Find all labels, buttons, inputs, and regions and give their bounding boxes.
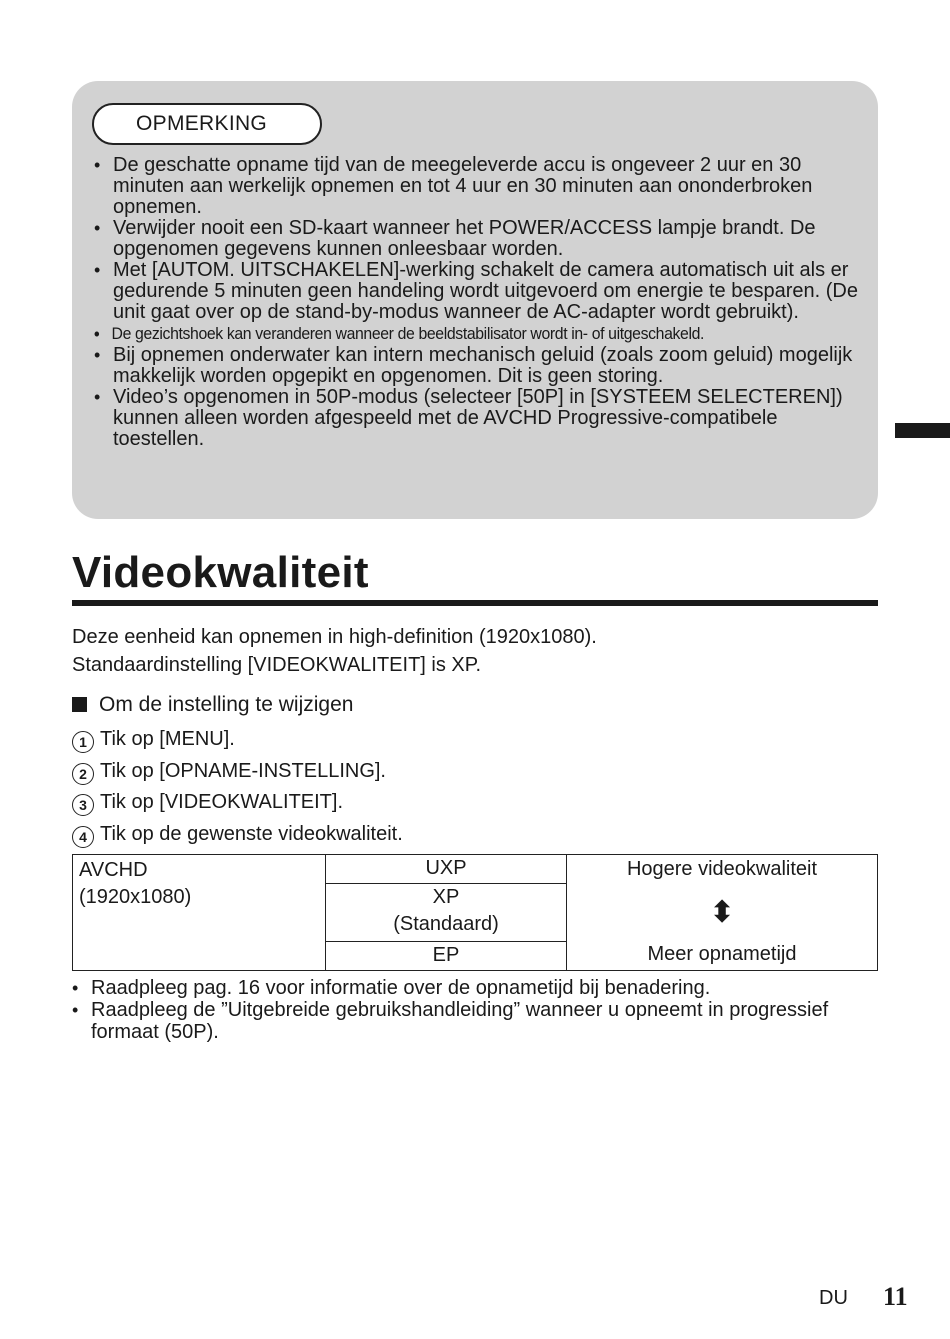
step-number-icon: 1 xyxy=(72,731,94,753)
note-item: • De gezichtshoek kan veranderen wanneer de beeldstabilisator wordt in- of uitgeschakeld. xyxy=(92,323,808,345)
quality-table xyxy=(72,854,878,971)
note-item: • Video’s opgenomen in 50P-modus (selecteer [50P] in [SYSTEEM SELECTEREN]) kunnen alleen worden afgespeeld met de AVCHD Progressive-compatibele toestellen. xyxy=(92,387,862,450)
reference-notes xyxy=(72,977,852,1043)
title-divider xyxy=(72,600,878,606)
reference-item: • Raadpleeg pag. 16 voor informatie over de opnametijd bij benadering. xyxy=(72,977,852,999)
mode-cell-xp xyxy=(326,884,567,941)
step-item xyxy=(72,819,403,851)
step-item xyxy=(72,787,403,819)
step-number-icon: 2 xyxy=(72,763,94,785)
note-item: • De geschatte opname tijd van de meegeleverde accu is ongeveer 2 uur en 30 minuten aan werkelijk opnemen en tot 4 uur en 30 minuten aan ononderbroken opnemen. xyxy=(92,155,862,218)
higher-quality-label: Hogere videokwaliteit xyxy=(626,858,818,880)
intro-line: Standaardinstelling [VIDEOKWALITEIT] is XP. xyxy=(72,654,482,676)
page-title: Videokwaliteit xyxy=(72,548,369,597)
step-number-icon: 3 xyxy=(72,794,94,816)
mode-cell-ep: EP xyxy=(326,941,567,970)
page-number: 11 xyxy=(883,1282,908,1311)
step-number-icon: 4 xyxy=(72,826,94,848)
quality-description-cell xyxy=(567,855,878,971)
note-item: • Met [AUTOM. UITSCHAKELEN]-werking schakelt de camera automatisch uit als er gedurende 5 minuten geen handeling wordt uitgevoerd om energie te besparen. (De unit gaat over op de stand-by-modus wanneer de AC-adapter wordt gebruikt). xyxy=(92,260,862,323)
mode-cell-uxp: UXP xyxy=(326,855,567,884)
note-list xyxy=(92,155,862,450)
table-row xyxy=(73,855,878,884)
step-text: Tik op [VIDEOKWALITEIT]. xyxy=(100,791,344,813)
format-name: AVCHD xyxy=(79,859,148,881)
square-bullet-icon xyxy=(72,697,87,712)
mode-xp-default-label: (Standaard) xyxy=(393,913,499,936)
howto-heading-text: Om de instelling te wijzigen xyxy=(99,693,354,716)
language-code: DU xyxy=(819,1287,848,1309)
note-heading: OPMERKING xyxy=(92,103,322,145)
step-text: Tik op [OPNAME-INSTELLING]. xyxy=(100,759,386,782)
step-text: Tik op de gewenste videokwaliteit. xyxy=(100,822,403,845)
note-item: • Verwijder nooit een SD-kaart wanneer het POWER/ACCESS lampje brandt. De opgenomen gegevens kunnen onleesbaar worden. xyxy=(92,218,862,260)
format-cell xyxy=(73,855,326,971)
step-item xyxy=(72,756,403,788)
more-time-label: Meer opnametijd xyxy=(647,943,797,965)
intro-line: Deze eenheid kan opnemen in high-definition (1920x1080). xyxy=(72,626,597,648)
note-item: • Bij opnemen onderwater kan intern mechanisch geluid (zoals zoom geluid) mogelijk makkelijk worden opgepikt en opgenomen. Dit is geen storing. xyxy=(92,345,862,387)
steps-list xyxy=(72,724,403,850)
reference-item: • Raadpleeg de ”Uitgebreide gebruikshandleiding” wanneer u opneemt in progressief formaat (50P). xyxy=(72,999,852,1043)
section-tab-marker xyxy=(895,423,950,438)
step-item xyxy=(72,724,403,756)
step-text: Tik op [MENU]. xyxy=(100,728,235,750)
howto-heading xyxy=(72,691,353,719)
up-down-arrow-icon: ⬍ xyxy=(709,896,735,929)
intro-text xyxy=(72,623,597,679)
mode-xp-label: XP xyxy=(432,886,460,909)
format-resolution: (1920x1080) xyxy=(79,886,192,908)
note-box xyxy=(72,81,878,519)
